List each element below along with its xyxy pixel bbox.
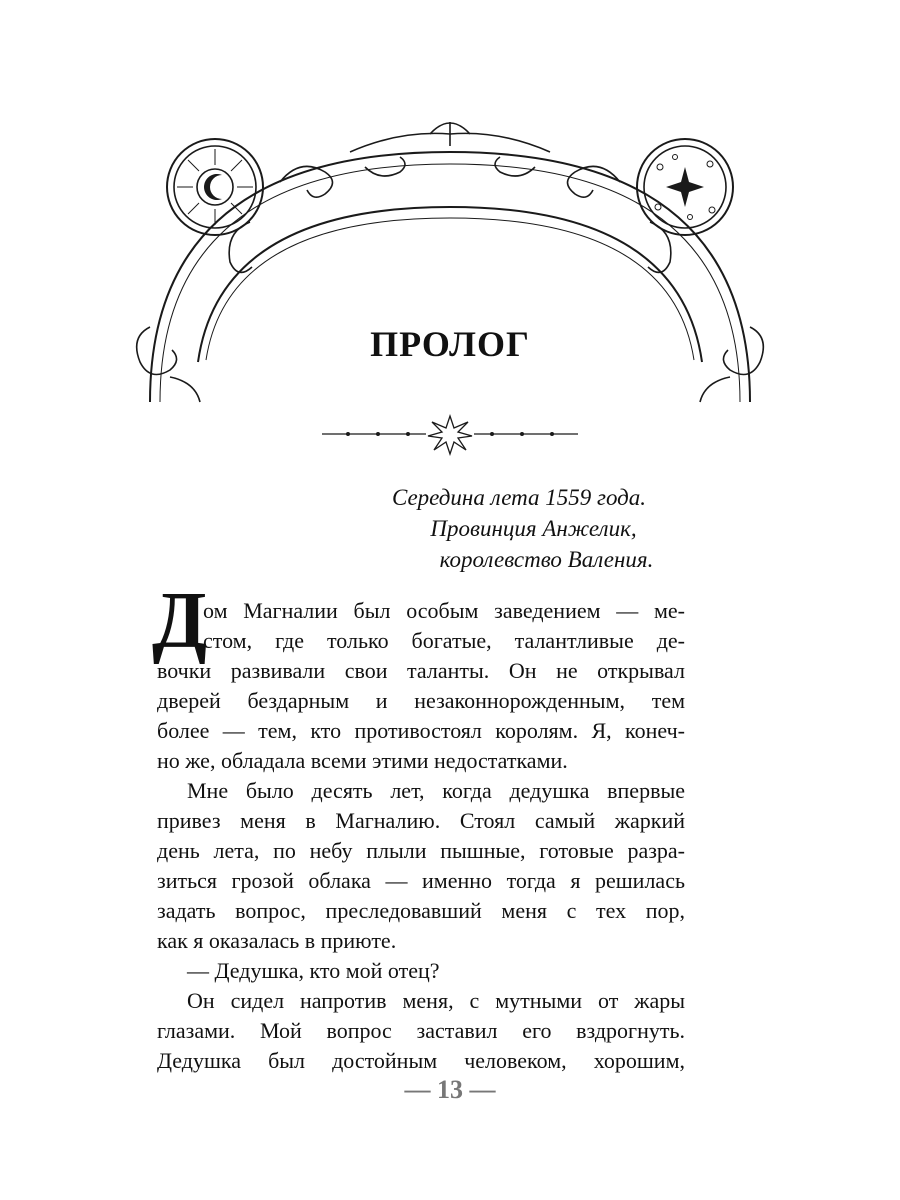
text-line: день лета, по небу плыли пышные, готовые разра- [157,838,685,863]
text-line: зиться грозой облака — именно тогда я решилась [157,868,685,893]
drop-cap: Д [152,577,208,665]
text-line: задать вопрос, преследовавший меня с тех пор, [157,898,685,923]
text-line: дверей бездарным и незаконнорожденным, тем [157,688,685,713]
epigraph [0,482,900,575]
text-line: Дедушка был достойным человеком, хорошим, [157,1048,685,1073]
text-line: как я оказалась в приюте. [157,928,397,953]
text-line: стом, где только богатые, талантливые де- [203,628,685,653]
text-line: Мне было десять лет, когда дедушка впервые [187,778,685,803]
text-line: вочки развивали свои таланты. Он не открывал [157,658,685,683]
page-number: — 13 — [404,1075,496,1104]
body-text [157,596,685,1076]
text-line: привез меня в Магналию. Стоял самый жаркий [157,808,685,833]
ornamental-arch-frame [130,112,770,412]
epigraph-line: Провинция Анжелик, [430,516,637,541]
epigraph-line: королевство Валения. [439,547,654,572]
chapter-title: ПРОЛОГ [370,324,530,364]
dialogue-line: — Дедушка, кто мой отец? [187,958,440,983]
text-line: более — тем, кто противостоял королям. Я, конеч- [157,718,685,743]
text-line: Он сидел напротив меня, с мутными от жары [187,988,685,1013]
text-line: глазами. Мой вопрос заставил его вздрогнуть. [157,1018,685,1043]
epigraph-line: Середина лета 1559 года. [391,485,647,510]
text-line: ом Магналии был особым заведением — ме- [203,598,685,623]
star-divider [318,412,582,456]
text-line: но же, обладала всеми этими недостатками. [157,748,568,773]
